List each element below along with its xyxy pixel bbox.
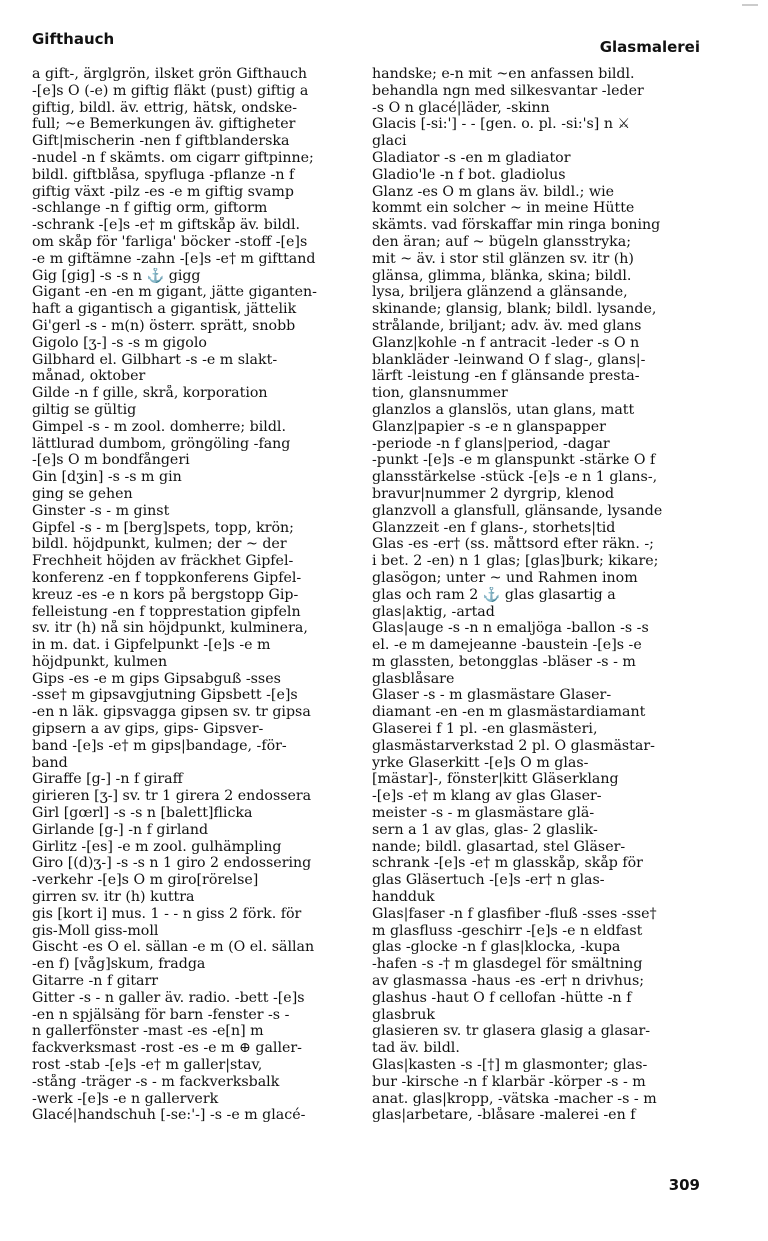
dictionary-line: glansstärkelse -stück -[e]s -e n 1 glans-, bbox=[372, 469, 658, 486]
dictionary-line: glasmästarverkstad 2 pl. O glasmästar- bbox=[372, 737, 655, 754]
dictionary-line: Gitter -s - n galler äv. radio. -bett -[e]s bbox=[32, 989, 305, 1006]
dictionary-line: Gi'gerl -s - m(n) österr. sprätt, snobb bbox=[32, 317, 296, 334]
dictionary-line: rost -stab -[e]s -e† m galler|stav, bbox=[32, 1057, 263, 1074]
dictionary-line: Frechheit höjden av fräckhet Gipfel- bbox=[32, 553, 294, 570]
dictionary-line: handduk bbox=[372, 889, 435, 906]
dictionary-line: glas|arbetare, -blåsare -malerei -en f bbox=[372, 1107, 636, 1124]
dictionary-line: Gladio'le -n f bot. gladiolus bbox=[372, 166, 566, 183]
dictionary-line: -s O n glacé|läder, -skinn bbox=[372, 99, 550, 116]
dictionary-line: fackverksmast -rost -es -e m ⊕ galler- bbox=[32, 1040, 302, 1057]
dictionary-line: -punkt -[e]s -e m glanspunkt -stärke O f bbox=[372, 452, 656, 469]
dictionary-line: gis [kort i] mus. 1 - - n giss 2 förk. för bbox=[32, 905, 302, 922]
dictionary-line: Glanz|kohle -n f antracit -leder -s O n bbox=[372, 334, 640, 351]
header-guide-word-left: Gifthauch bbox=[32, 30, 115, 48]
dictionary-line: m glasfluss -geschirr -[e]s -e n eldfast bbox=[372, 922, 643, 939]
dictionary-line: Gischt -es O el. sällan -e m (O el. sällan bbox=[32, 939, 315, 956]
dictionary-line: kommt ein solcher ~ in meine Hütte bbox=[372, 200, 635, 217]
dictionary-line: Glacé|handschuh [-se:'-] -s -e m glacé- bbox=[32, 1107, 306, 1124]
dictionary-line: tad äv. bildl. bbox=[372, 1040, 460, 1057]
dictionary-line: glanzlos a glanslös, utan glans, matt bbox=[372, 401, 635, 418]
dictionary-line: girren sv. itr (h) kuttra bbox=[32, 889, 195, 906]
dictionary-line: Girlande [g-] -n f girland bbox=[32, 821, 209, 838]
dictionary-line: -en n läk. gipsvagga gipsen sv. tr gipsa bbox=[32, 704, 311, 721]
dictionary-line: Glacis [-si:'] - - [gen. o. pl. -si:'s] n ⚔ bbox=[372, 116, 631, 133]
dictionary-line: i bet. 2 -en) n 1 glas; [glas]burk; kikare; bbox=[372, 553, 659, 570]
dictionary-line: glas och ram 2 ⚓ glas glasartig a bbox=[372, 586, 616, 603]
dictionary-line: Gladiator -s -en m gladiator bbox=[372, 149, 571, 166]
dictionary-line: nande; bildl. glasartad, stel Gläser- bbox=[372, 838, 626, 855]
dictionary-line: konferenz -en f toppkonferens Gipfel- bbox=[32, 569, 302, 586]
dictionary-line: bildl. höjdpunkt, kulmen; der ~ der bbox=[32, 536, 287, 553]
dictionary-line: band bbox=[32, 754, 68, 771]
dictionary-line: m glassten, betongglas -bläser -s - m bbox=[372, 653, 636, 670]
dictionary-line: skämts. vad förskaffar min ringa boning bbox=[372, 217, 661, 234]
dictionary-line: lättlurad dumbom, gröngöling -fang bbox=[32, 435, 291, 452]
dictionary-line: -werk -[e]s -e n gallerverk bbox=[32, 1090, 219, 1107]
dictionary-line: Glas|auge -s -n n emaljöga -ballon -s -s bbox=[372, 620, 649, 637]
header-guide-word-right: Glasmalerei bbox=[599, 38, 700, 56]
dictionary-line: bur -kirsche -n f klarbär -körper -s - m bbox=[372, 1073, 646, 1090]
dictionary-line: glas -glocke -n f glas|klocka, -kupa bbox=[372, 939, 621, 956]
dictionary-line: Glas -es -er† (ss. måttsord efter räkn. -; bbox=[372, 536, 654, 553]
dictionary-line: glasögon; unter ~ und Rahmen inom bbox=[372, 569, 638, 586]
dictionary-line: [mästar]-, fönster|kitt Gläserklang bbox=[372, 771, 619, 788]
dictionary-line: månad, oktober bbox=[32, 368, 146, 385]
dictionary-line: -sse† m gipsavgjutning Gipsbett -[e]s bbox=[32, 687, 298, 704]
dictionary-line: yrke Glaserkitt -[e]s O m glas- bbox=[372, 754, 589, 771]
dictionary-line: -hafen -s -† m glasdegel för smältning bbox=[372, 956, 643, 973]
dictionary-line: Gilde -n f gille, skrå, korporation bbox=[32, 385, 268, 402]
dictionary-line: ging se gehen bbox=[32, 485, 133, 502]
dictionary-line: av glasmassa -haus -es -er† n drivhus; bbox=[372, 973, 645, 990]
dictionary-line: Gilbhard el. Gilbhart -s -e m slakt- bbox=[32, 351, 278, 368]
dictionary-line: Ginster -s - m ginst bbox=[32, 502, 170, 519]
dictionary-line: -en n spjälsäng för barn -fenster -s - bbox=[32, 1006, 290, 1023]
dictionary-line: glasblåsare bbox=[372, 670, 455, 687]
dictionary-line: Glanzzeit -en f glans-, storhets|tid bbox=[372, 519, 616, 536]
dictionary-line: Girl [gœrl] -s -s n [balett]flicka bbox=[32, 805, 253, 822]
dictionary-line: -[e]s O (-e) m giftig fläkt (pust) giftig a bbox=[32, 82, 309, 99]
dictionary-line: den äran; auf ~ bügeln glansstryka; bbox=[372, 233, 631, 250]
dictionary-line: meister -s - m glasmästare glä- bbox=[372, 805, 595, 822]
dictionary-line: band -[e]s -e† m gips|bandage, -för- bbox=[32, 737, 287, 754]
dictionary-line: tion, glansnummer bbox=[372, 385, 508, 402]
dictionary-line: a gift-, ärglgrön, ilsket grön Gifthauch bbox=[32, 66, 308, 82]
dictionary-line: -verkehr -[e]s O m giro[rörelse] bbox=[32, 872, 259, 889]
dictionary-line: -periode -n f glans|period, -dagar bbox=[372, 435, 610, 452]
dictionary-line: glasieren sv. tr glasera glasig a glasar- bbox=[372, 1023, 651, 1040]
dictionary-line: Glanz|papier -s -e n glanspapper bbox=[372, 418, 606, 435]
dictionary-line: Gimpel -s - m zool. domherre; bildl. bbox=[32, 418, 286, 435]
dictionary-line: om skåp för 'farliga' böcker -stoff -[e]s bbox=[32, 233, 308, 250]
dictionary-line: Giro [(d)ʒ-] -s -s n 1 giro 2 endossering bbox=[32, 855, 312, 872]
dictionary-line: sern a 1 av glas, glas- 2 glaslik- bbox=[372, 821, 598, 838]
dictionary-line: girieren [ʒ-] sv. tr 1 girera 2 endossera bbox=[32, 788, 312, 805]
dictionary-line: bildl. giftblåsa, spyfluga -pflanze -n f bbox=[32, 166, 295, 183]
dictionary-line: giftig växt -pilz -es -e m giftig svamp bbox=[32, 183, 294, 200]
dictionary-line: Glaserei f 1 pl. -en glasmästeri, bbox=[372, 721, 598, 738]
dictionary-line: glaci bbox=[372, 133, 407, 150]
dictionary-line: giftig, bildl. äv. ettrig, hätsk, ondske- bbox=[32, 99, 298, 116]
dictionary-line: -nudel -n f skämts. om cigarr giftpinne; bbox=[32, 149, 314, 166]
dictionary-line: el. -e m damejeanne -baustein -[e]s -e bbox=[372, 637, 642, 654]
right-column bbox=[372, 66, 692, 1124]
dictionary-line: lärft -leistung -en f glänsande presta- bbox=[372, 368, 640, 385]
left-column bbox=[32, 66, 352, 1124]
dictionary-line: Glas|faser -n f glasfiber -fluß -sses -sse† bbox=[372, 905, 657, 922]
dictionary-line: glänsa, glimma, blänka, skina; bildl. bbox=[372, 267, 632, 284]
dictionary-line: höjdpunkt, kulmen bbox=[32, 653, 168, 670]
dictionary-line: Gigolo [ʒ-] -s -s m gigolo bbox=[32, 334, 207, 351]
dictionary-line: giltig se gültig bbox=[32, 401, 137, 418]
dictionary-line: glashus -haut O f cellofan -hütte -n f bbox=[372, 989, 632, 1006]
dictionary-line: Giraffe [g-] -n f giraff bbox=[32, 771, 183, 788]
dictionary-line: Gift|mischerin -nen f giftblanderska bbox=[32, 133, 290, 150]
dictionary-line: in m. dat. i Gipfelpunkt -[e]s -e m bbox=[32, 637, 271, 654]
dictionary-line: glasbruk bbox=[372, 1006, 435, 1023]
dictionary-line: mit ~ äv. i stor stil glänzen sv. itr (h) bbox=[372, 250, 634, 267]
dictionary-line: -stång -träger -s - m fackverksbalk bbox=[32, 1073, 280, 1090]
dictionary-line: schrank -[e]s -e† m glasskåp, skåp för bbox=[372, 855, 643, 872]
dictionary-line: blankläder -leinwand O f slag-, glans|- bbox=[372, 351, 646, 368]
dictionary-line: glanzvoll a glansfull, glänsande, lysande bbox=[372, 502, 663, 519]
dictionary-line: full; ~e Bemerkungen äv. giftigheter bbox=[32, 116, 296, 133]
dictionary-line: behandla ngn med silkesvantar -leder bbox=[372, 82, 644, 99]
dictionary-line: gis-Moll giss-moll bbox=[32, 922, 159, 939]
dictionary-line: kreuz -es -e n kors på bergstopp Gip- bbox=[32, 586, 299, 603]
dictionary-line: -[e]s -e† m klang av glas Glaser- bbox=[372, 788, 602, 805]
dictionary-line: lysa, briljera glänzend a glänsande, bbox=[372, 284, 628, 301]
dictionary-line: diamant -en -en m glasmästardiamant bbox=[372, 704, 646, 721]
dictionary-line: Gin [dʒin] -s -s m gin bbox=[32, 469, 182, 486]
page-header bbox=[32, 30, 700, 56]
dictionary-line: glas|aktig, -artad bbox=[372, 603, 495, 620]
dictionary-line: skinande; glansig, blank; bildl. lysande, bbox=[372, 301, 657, 318]
dictionary-line: Gitarre -n f gitarr bbox=[32, 973, 159, 990]
dictionary-line: n gallerfönster -mast -es -e[n] m bbox=[32, 1023, 264, 1040]
dictionary-line: Gig [gig] -s -s n ⚓ gigg bbox=[32, 267, 201, 284]
dictionary-line: sv. itr (h) nå sin höjdpunkt, kulminera, bbox=[32, 620, 308, 637]
dictionary-line: strålande, briljant; adv. äv. med glans bbox=[372, 317, 642, 334]
dictionary-line: glas Gläsertuch -[e]s -er† n glas- bbox=[372, 872, 605, 889]
dictionary-line: -schrank -[e]s -e† m giftskåp äv. bildl. bbox=[32, 217, 301, 234]
dictionary-line: Gips -es -e m gips Gipsabguß -sses bbox=[32, 670, 281, 687]
dictionary-line: -en f) [våg]skum, fradga bbox=[32, 956, 206, 973]
dictionary-line: Glanz -es O m glans äv. bildl.; wie bbox=[372, 183, 615, 200]
dictionary-line: haft a gigantisch a gigantisk, jättelik bbox=[32, 301, 297, 318]
dictionary-line: -schlange -n f giftig orm, giftorm bbox=[32, 200, 268, 217]
dictionary-line: anat. glas|kropp, -vätska -macher -s - m bbox=[372, 1090, 657, 1107]
dictionary-line: bravur|nummer 2 dyrgrip, klenod bbox=[372, 485, 615, 502]
dictionary-line: -[e]s O m bondfångeri bbox=[32, 452, 190, 469]
dictionary-line: -e m giftämne -zahn -[e]s -e† m gifttand bbox=[32, 250, 316, 267]
dictionary-line: Girlitz -[es] -e m zool. gulhämpling bbox=[32, 838, 282, 855]
dictionary-line: Gigant -en -en m gigant, jätte giganten- bbox=[32, 284, 317, 301]
scan-edge-mark bbox=[742, 4, 758, 6]
dictionary-line: Glas|kasten -s -[†] m glasmonter; glas- bbox=[372, 1057, 648, 1074]
dictionary-line: Glaser -s - m glasmästare Glaser- bbox=[372, 687, 612, 704]
dictionary-line: felleistung -en f topprestation gipfeln bbox=[32, 603, 301, 620]
dictionary-line: Gipfel -s - m [berg]spets, topp, krön; bbox=[32, 519, 294, 536]
dictionary-line: gipsern a av gips, gips- Gipsver- bbox=[32, 721, 264, 738]
page-number: 309 bbox=[668, 1176, 700, 1194]
dictionary-line: handske; e-n mit ~en anfassen bildl. bbox=[372, 66, 635, 82]
